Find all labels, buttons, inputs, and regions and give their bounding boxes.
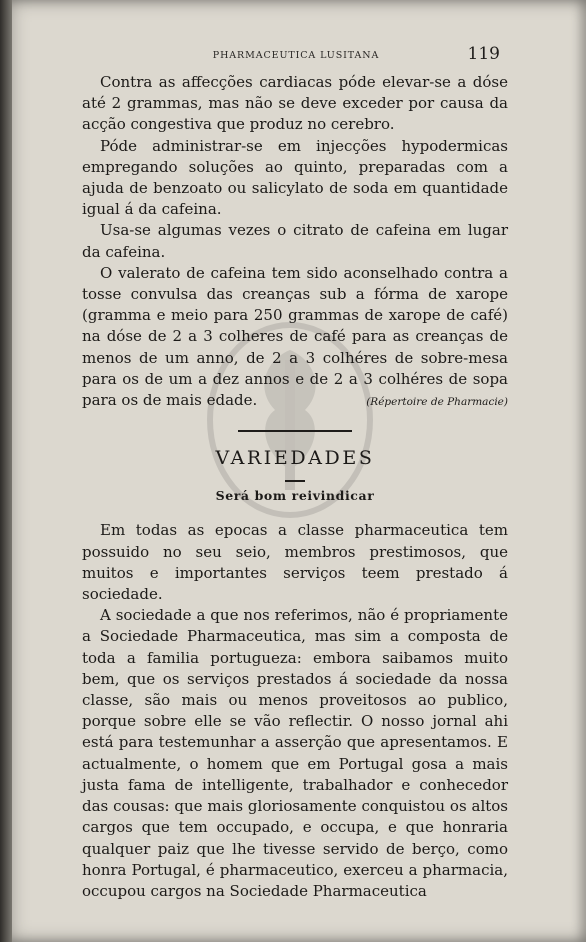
- paragraph: Usa-se algumas vezes o citrato de cafeina em lugar da cafeina.: [82, 221, 508, 261]
- article-title: Será bom reivindicar: [215, 488, 375, 504]
- citation: (Répertoire de Pharmacie): [366, 396, 508, 409]
- paragraph: Póde administrar-se em injecções hypodermicas empregando soluções ao quinto, preparadas com a ajuda de benzoato ou salicylato de soda em quantidade igual á da cafeina.: [82, 136, 508, 219]
- page-gutter-shadow: [0, 0, 12, 942]
- paragraph: [82, 263, 508, 411]
- section-title: VARIEDADES: [215, 447, 375, 470]
- section-rule-short: [285, 480, 305, 482]
- page-number: 119: [467, 44, 500, 64]
- paragraph: A sociedade a que nos referimos, não é propriamente a Sociedade Pharmaceutica, mas sim a composta de toda a familia portugueza: embora saibamos muito bem, que os serviços prestados á sociedade da nossa classe, são mais ou menos proveitosos ao publico, porque sobre elle se vão reflectir. O nosso jornal ahi está para testemunhar a asserção que apresentamos. E actualmente, o homem que em Portugal gosa a mais justa fama de intelligente, trabalhador e conhecedor das cousas: que mais gloriosamente conquistou os altos cargos que tem occupado, e occupa, e que honraria qualquer paiz que lhe tivesse servido de berço, como honra Portugal, é pharmaceutico, exerceu a pharmacia, occupou cargos na Sociedade Pharmaceutica: [82, 606, 508, 900]
- paragraph-text: O valerato de cafeina tem sido aconselhado contra a tosse convulsa das creanças sub a fórma de xarope (gramma e meio para 250 grammas de xarope de café) na dóse de 2 a 3 colheres de café para as creanças de menos de um anno, de 2 a 3 colhéres de sobre-mesa para os de um a dez annos e de 2 a 3 colhéres de sopa para os de mais edade.: [82, 263, 508, 410]
- running-head: [82, 44, 510, 68]
- section-rule: [238, 430, 352, 432]
- page-text: [82, 72, 508, 902]
- paragraph: Contra as affecções cardiacas póde elevar-se a dóse até 2 grammas, mas não se deve exceder por causa da acção congestiva que produz no cerebro.: [82, 73, 508, 134]
- running-title: PHARMACEUTICA LUSITANA: [212, 50, 380, 61]
- paragraph: Em todas as epocas a classe pharmaceutica tem possuido no seu seio, membros prestimosos, que muitos e importantes serviços teem prestado á sociedade.: [82, 521, 508, 604]
